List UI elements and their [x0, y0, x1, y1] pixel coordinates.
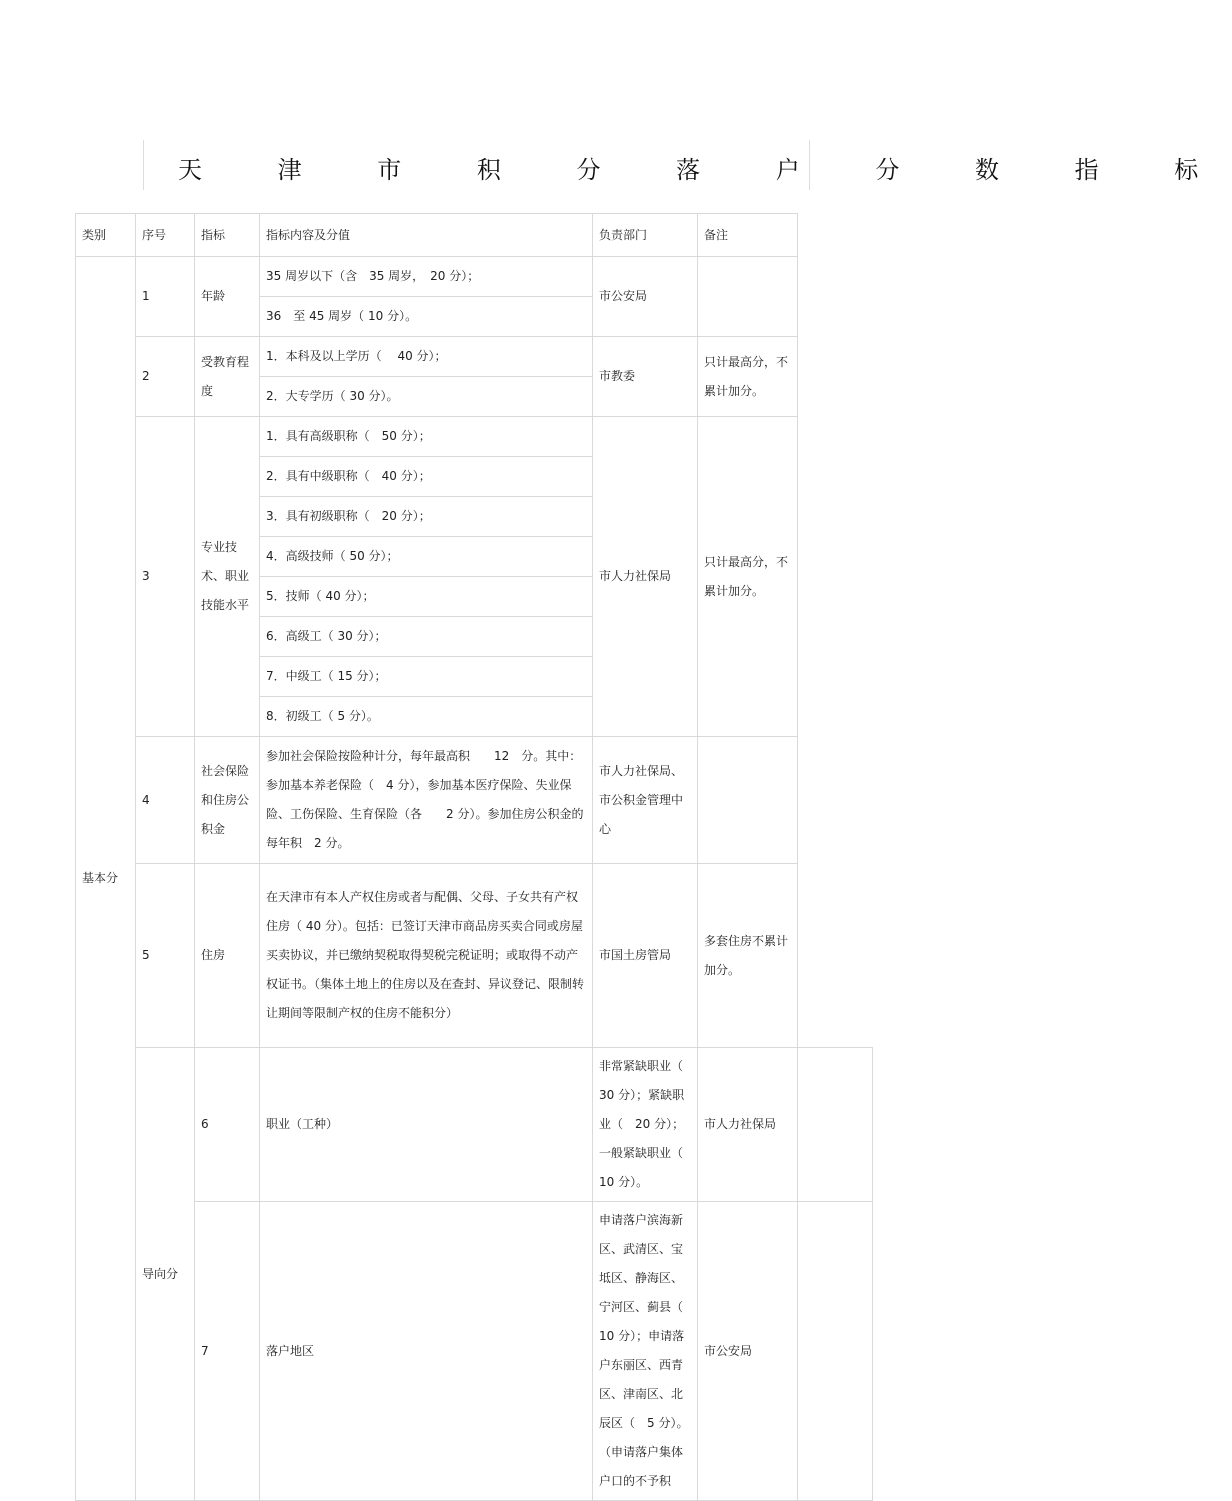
row-item: 4．高级技师（ 50 分）； — [260, 537, 593, 577]
row-number: 4 — [136, 737, 195, 864]
row-department: 市人力社保局 — [698, 1048, 798, 1202]
row-indicator: 专业技术、职业技能水平 — [195, 417, 260, 737]
row-indicator: 职业（工种） — [260, 1048, 593, 1202]
header-note: 备注 — [698, 214, 798, 257]
row-department: 市国土房管局 — [593, 864, 698, 1048]
row-department: 市人力社保局、市公积金管理中心 — [593, 737, 698, 864]
row-note — [798, 1048, 873, 1202]
row-item: 5．技师（ 40 分）； — [260, 577, 593, 617]
row-item: 2．具有中级职称（ 40 分）； — [260, 457, 593, 497]
table-row — [76, 1048, 873, 1202]
row-number: 2 — [136, 337, 195, 417]
row-number: 1 — [136, 257, 195, 337]
row-department: 市教委 — [593, 337, 698, 417]
row-note: 只计最高分，不累计加分。 — [698, 417, 798, 737]
row-content: 参加社会保险按险种计分，每年最高积 12 分。其中：参加基本养老保险（ 4 分），参加基本医疗保险、失业保险、工伤保险、生育保险（各 2 分）。参加住房公积金的每年积 2 分。 — [260, 737, 593, 864]
row-number: 7 — [195, 1202, 260, 1501]
table-row — [76, 1202, 873, 1501]
row-department: 市人力社保局 — [593, 417, 698, 737]
row-note — [698, 737, 798, 864]
row-indicator: 受教育程度 — [195, 337, 260, 417]
row-note — [798, 1202, 873, 1501]
row-content: 在天津市有本人产权住房或者与配偶、父母、子女共有产权住房（ 40 分）。包括：已签订天津市商品房买卖合同或房屋买卖协议，并已缴纳契税取得契税完税证明；或取得不动产权证书。（集体土地上的住房以及在查封、异议登记、限制转让期间等限制产权的住房不能积分） — [260, 864, 593, 1048]
table-row — [76, 864, 873, 1048]
row-item: 1．本科及以上学历（ 40 分）； — [260, 337, 593, 377]
table-row — [76, 737, 873, 864]
row-indicator: 年龄 — [195, 257, 260, 337]
page-title: 天 津 市 积 分 落 户 分 数 指 标 — [178, 156, 1232, 184]
table-row — [76, 337, 873, 377]
header-content: 指标内容及分值 — [260, 214, 593, 257]
row-note — [698, 257, 798, 337]
row-item: 3．具有初级职称（ 20 分）； — [260, 497, 593, 537]
row-number: 3 — [136, 417, 195, 737]
row-indicator: 社会保险和住房公积金 — [195, 737, 260, 864]
row-content: 申请落户滨海新区、武清区、宝坻区、静海区、宁河区、蓟县（ 10 分）；申请落户东丽区、西青区、津南区、北辰区（ 5 分）。（申请落户集体户口的不予积 — [593, 1202, 698, 1501]
row-item: 6．高级工（ 30 分）； — [260, 617, 593, 657]
category-guide: 导向分 — [136, 1048, 195, 1501]
row-item: 1．具有高级职称（ 50 分）； — [260, 417, 593, 457]
row-item: 35 周岁以下（含 35 周岁， 20 分）； — [260, 257, 593, 297]
row-department: 市公安局 — [698, 1202, 798, 1501]
row-department: 市公安局 — [593, 257, 698, 337]
table-row — [76, 257, 873, 297]
header-department: 负责部门 — [593, 214, 698, 257]
header-indicator: 指标 — [195, 214, 260, 257]
row-item: 36 至 45 周岁（ 10 分）。 — [260, 297, 593, 337]
row-note: 只计最高分，不累计加分。 — [698, 337, 798, 417]
row-note: 多套住房不累计加分。 — [698, 864, 798, 1048]
row-item: 7．中级工（ 15 分）； — [260, 657, 593, 697]
row-number: 6 — [195, 1048, 260, 1202]
header-category: 类别 — [76, 214, 136, 257]
header-number: 序号 — [136, 214, 195, 257]
score-table — [75, 213, 873, 1501]
row-content: 非常紧缺职业（ 30 分）；紧缺职业（ 20 分）；一般紧缺职业（ 10 分）。 — [593, 1048, 698, 1202]
row-item: 8．初级工（ 5 分）。 — [260, 697, 593, 737]
row-indicator: 落户地区 — [260, 1202, 593, 1501]
row-indicator: 住房 — [195, 864, 260, 1048]
row-number: 5 — [136, 864, 195, 1048]
title-frame — [143, 140, 1232, 190]
category-basic: 基本分 — [76, 257, 136, 1501]
table-header-row — [76, 214, 873, 257]
row-item: 2．大专学历（ 30 分）。 — [260, 377, 593, 417]
table-row — [76, 417, 873, 457]
